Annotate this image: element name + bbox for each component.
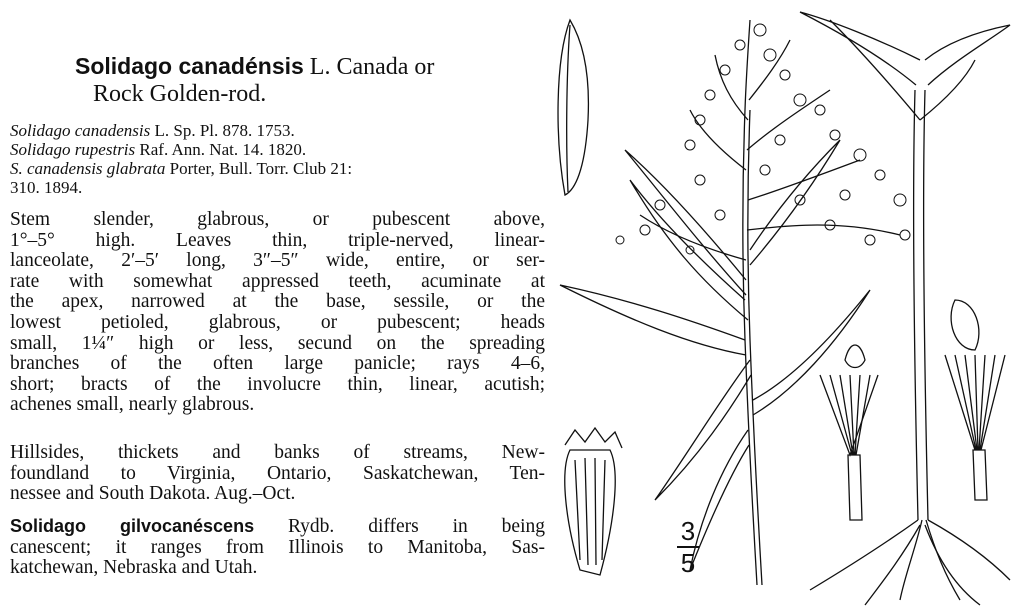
ray-floret-detail-drawing <box>945 300 1005 500</box>
scale-fraction <box>675 518 701 576</box>
stem-with-roots-drawing <box>800 12 1010 605</box>
description-paragraph: Stem slender, glabrous, or pubescent above, 1°–5° high. Leaves thin, triple-nerved, linear- lanceolate, 2′–5′ long, 3″–5″ wide, entire, or ser- rate with somewhat appressed teeth, acuminate at the apex, narrowed at the base, sessile, or the lowest petioled, glabrous, or pubescent; heads small, 1¼″ high or less, secund on the spreading branches of the often large panicle; rays 4–6, short; bracts of the involucre thin, linear, acutish; achenes small, nearly glabrous. <box>10 209 545 416</box>
synonym-1: Solidago canadensis L. Sp. Pl. 878. 1753. <box>10 121 295 140</box>
scale-denominator: 5 <box>680 548 696 578</box>
synonym-3-continued: 310. 1894. <box>10 178 83 197</box>
single-leaf-drawing <box>558 20 588 195</box>
synonym-3: S. canadensis glabrata Porter, Bull. Torr. Club 21: <box>10 159 353 178</box>
synonym-2: Solidago rupestris Raf. Ann. Nat. 14. 1820. <box>10 140 307 159</box>
flower-head-detail-drawing <box>565 428 622 575</box>
species-common-name: L. Canada or <box>303 54 435 80</box>
habitat-paragraph: Hillsides, thickets and banks of streams, New- foundland to Virginia, Ontario, Saskatchewan, Ten- nessee and South Dakota. Aug.–Oct. <box>10 442 545 505</box>
achene-detail-drawing <box>820 345 878 520</box>
species-common-name-line2: Rock Golden-rod. <box>93 81 267 107</box>
variant-paragraph: Solidago gilvocanéscens Rydb. differs in being canescent; it ranges from Illinois to Manitoba, Sas- katchewan, Nebraska and Utah. <box>10 516 545 579</box>
species-name: Solidago canadénsis <box>75 53 304 79</box>
scale-numerator: 3 <box>680 516 696 546</box>
